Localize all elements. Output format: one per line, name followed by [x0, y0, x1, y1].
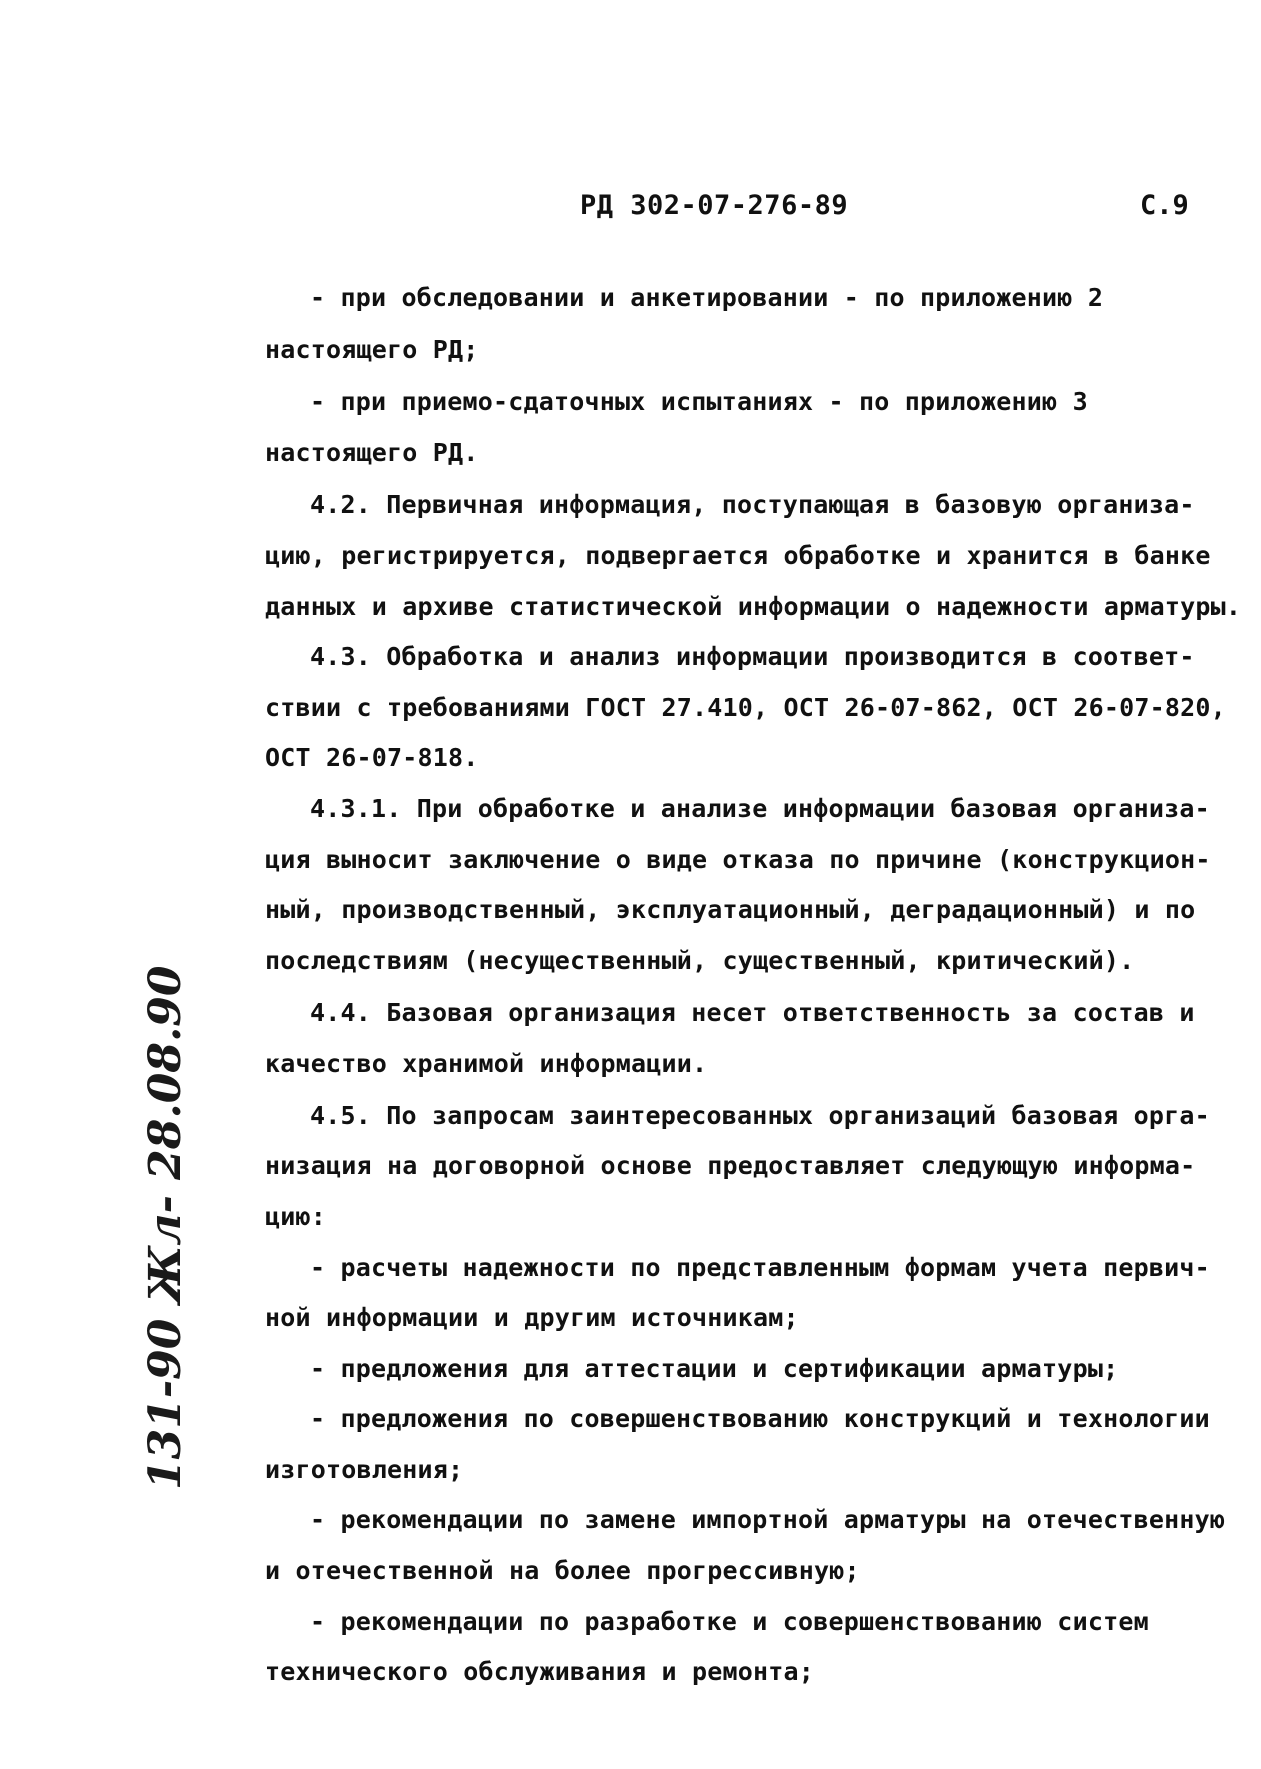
- text-line: - рекомендации по замене импортной арматуры на отечественную: [310, 1505, 1226, 1534]
- text-line: настоящего РД;: [265, 335, 479, 364]
- text-line: последствиям (несущественный, существенный, критический).: [265, 946, 1135, 975]
- text-line: качество хранимой информации.: [265, 1049, 708, 1078]
- text-line: - предложения по совершенствованию конструкций и технологии: [310, 1404, 1210, 1433]
- text-line: 4.4. Базовая организация несет ответственность за состав и: [310, 998, 1195, 1027]
- text-line: - предложения для аттестации и сертификации арматуры;: [310, 1354, 1119, 1383]
- text-line: ция выносит заключение о виде отказа по причине (конструкцион-: [265, 845, 1211, 874]
- text-line: 4.5. По запросам заинтересованных организаций базовая орга-: [310, 1101, 1210, 1130]
- text-line: ный, производственный, эксплуатационный, деградационный) и по: [265, 895, 1196, 924]
- text-line: цию, регистрируется, подвергается обработке и хранится в банке: [265, 541, 1211, 570]
- text-line: изготовления;: [265, 1455, 464, 1484]
- text-line: данных и архиве статистической информации о надежности арматуры.: [265, 592, 1242, 621]
- stamp-text: 131-90 Жл- 28.08.90: [140, 965, 191, 1490]
- text-line: - рекомендации по разработке и совершенствованию систем: [310, 1607, 1149, 1636]
- text-line: технического обслуживания и ремонта;: [265, 1657, 815, 1686]
- text-line: низация на договорной основе предоставляет следующую информа-: [265, 1151, 1196, 1180]
- text-line: 4.3. Обработка и анализ информации производится в соответ-: [310, 642, 1195, 671]
- text-line: ОСТ 26-07-818.: [265, 743, 479, 772]
- page-number: С.9: [1140, 190, 1189, 221]
- text-line: ствии с требованиями ГОСТ 27.410, ОСТ 26-07-862, ОСТ 26-07-820,: [265, 693, 1226, 722]
- text-line: и отечественной на более прогрессивную;: [265, 1556, 860, 1585]
- document-code: РД 302-07-276-89: [580, 190, 849, 221]
- text-line: ной информации и другим источникам;: [265, 1303, 799, 1332]
- text-line: 4.3.1. При обработке и анализе информации базовая организа-: [310, 794, 1210, 823]
- text-line: - при приемо-сдаточных испытаниях - по приложению 3: [310, 387, 1088, 416]
- text-line: настоящего РД.: [265, 438, 479, 467]
- handwritten-stamp: [80, 965, 191, 1490]
- text-line: - расчеты надежности по представленным формам учета первич-: [310, 1253, 1210, 1282]
- text-line: - при обследовании и анкетировании - по приложению 2: [310, 283, 1104, 312]
- text-line: цию:: [265, 1202, 327, 1231]
- text-line: 4.2. Первичная информация, поступающая в базовую организа-: [310, 490, 1195, 519]
